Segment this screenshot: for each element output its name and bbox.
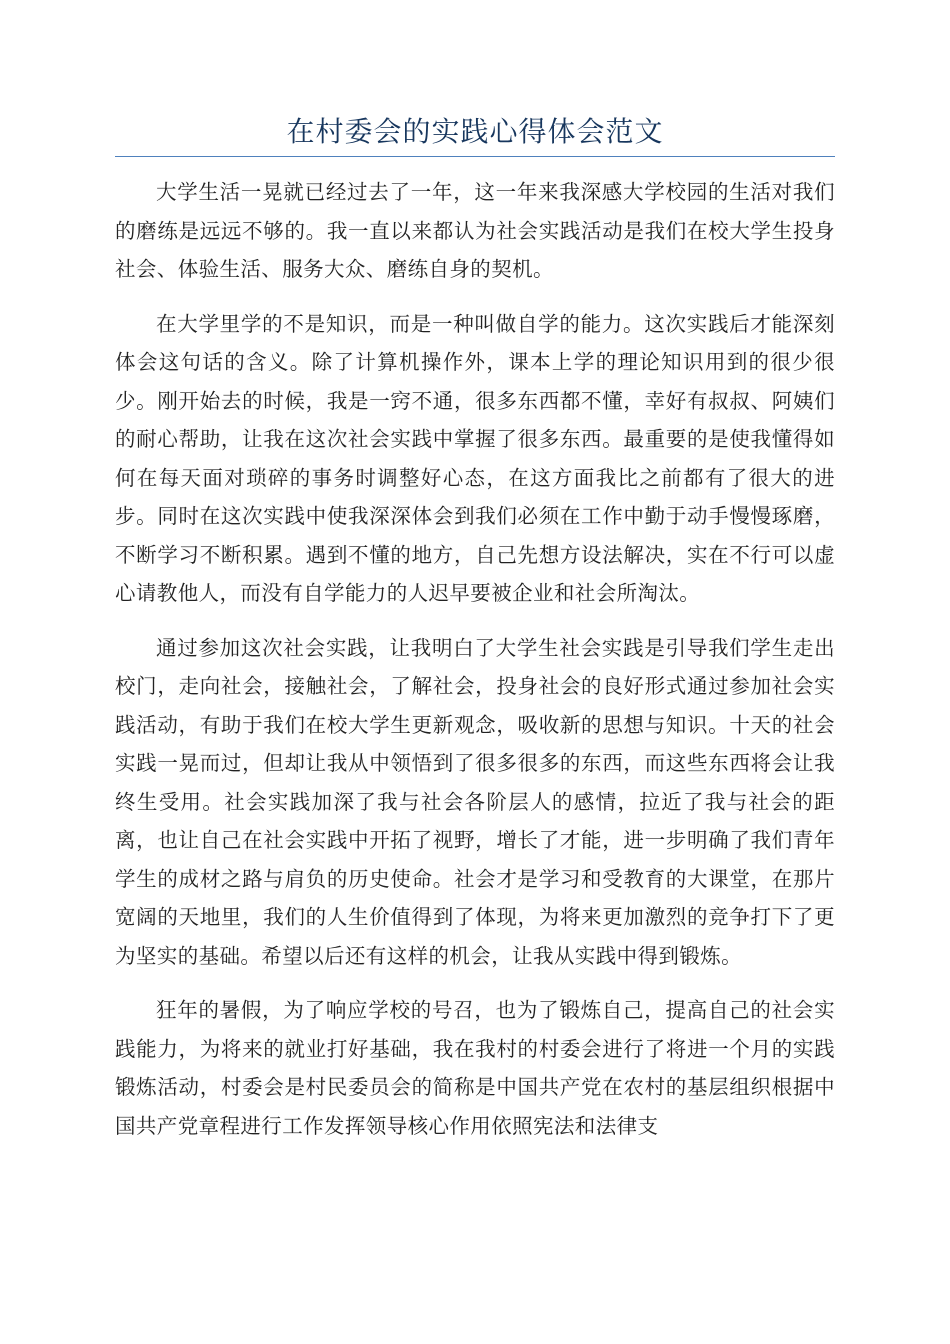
paragraph-2: 在大学里学的不是知识，而是一种叫做自学的能力。这次实践后才能深刻体会这句话的含义。除了计算机操作外，课本上学的理论知识用到的很少很少。刚开始去的时候，我是一窍不通，很多东西都不懂，幸好有叔叔、阿姨们的耐心帮助，让我在这次社会实践中掌握了很多东西。最重要的是使我懂得如何在每天面对琐碎的事务时调整好心态，在这方面我比之前都有了很大的进步。同时在这次实践中使我深深体会到我们必须在工作中勤于动手慢慢琢磨，不断学习不断积累。遇到不懂的地方，自己先想方设法解决，实在不行可以虚心请教他人，而没有自学能力的人迟早要被企业和社会所淘汰。: [115, 311, 835, 605]
paragraph-4: 狂年的暑假，为了响应学校的号召，也为了锻炼自己，提高自己的社会实践能力，为将来的就业打好基础，我在我村的村委会进行了将进一个月的实践锻炼活动，村委会是村民委员会的简称是中国共产党在农村的基层组织根据中国共产党章程进行工作发挥领导核心作用依照宪法和法律支: [115, 998, 835, 1138]
document-title: 在村委会的实践心得体会范文: [286, 115, 664, 148]
paragraph-3: 通过参加这次社会实践，让我明白了大学生社会实践是引导我们学生走出校门，走向社会，接触社会，了解社会，投身社会的良好形式通过参加社会实践活动，有助于我们在校大学生更新观念，吸收新的思想与知识。十天的社会实践一晃而过，但却让我从中领悟到了很多很多的东西，而这些东西将会让我终生受用。社会实践加深了我与社会各阶层人的感情，拉近了我与社会的距离，也让自己在社会实践中开拓了视野，增长了才能，进一步明确了我们青年学生的成材之路与肩负的历史使命。社会才是学习和受教育的大课堂，在那片宽阔的天地里，我们的人生价值得到了体现，为将来更加激烈的竞争打下了更为坚实的基础。希望以后还有这样的机会，让我从实践中得到锻炼。: [115, 635, 835, 968]
document-body: [115, 173, 835, 1161]
paragraph-1: 大学生活一晃就已经过去了一年，这一年来我深感大学校园的生活对我们的磨练是远远不够的。我一直以来都认为社会实践活动是我们在校大学生投身社会、体验生活、服务大众、磨练自身的契机。: [115, 180, 835, 281]
title-block: [115, 108, 835, 157]
